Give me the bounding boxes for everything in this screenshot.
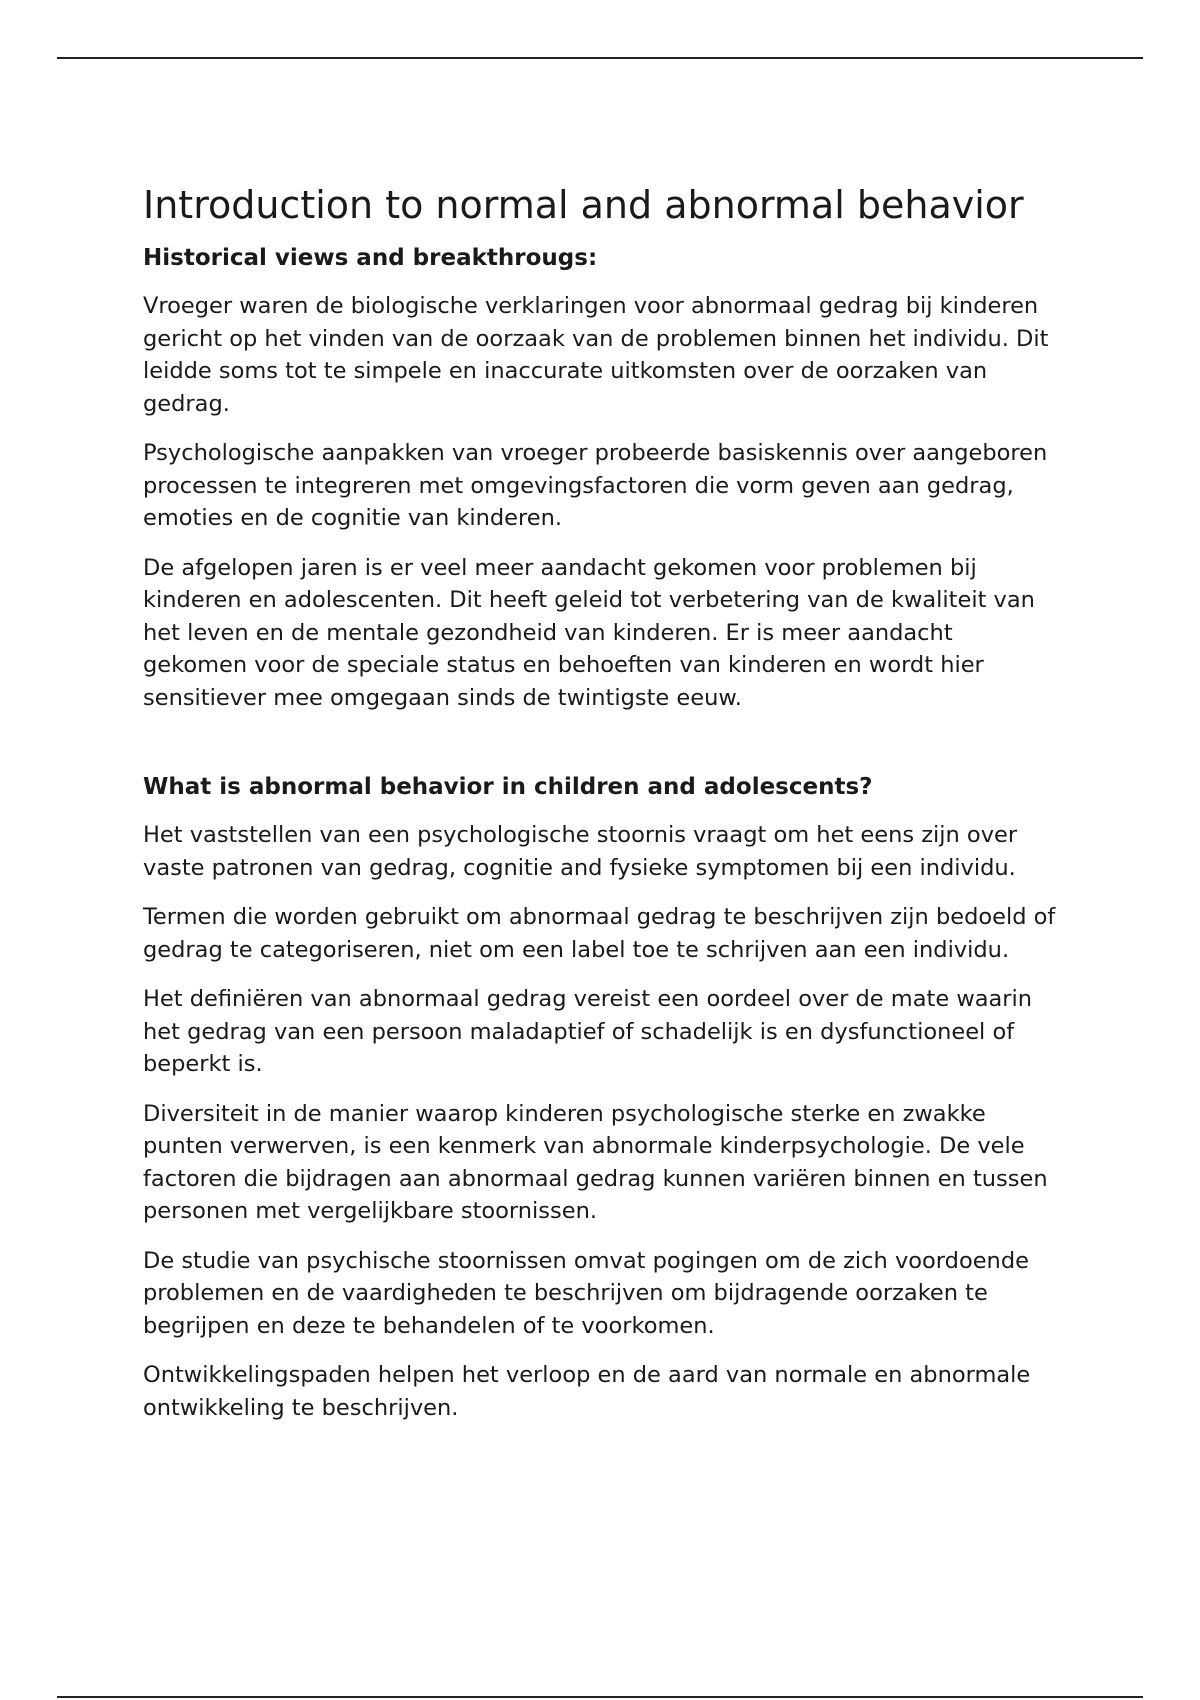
paragraph: Ontwikkelingspaden helpen het verloop en de aard van normale en abnormale ontwikkeling te beschrijven. [143,1362,1031,1421]
paragraph: Diversiteit in de manier waarop kinderen psychologische sterke en zwakke punten verwerven, is een kenmerk van abnormale kinderpsychologie. De vele factoren die bijdragen aan abnormaal gedrag kunnen variëren binnen en tussen personen met vergelijkbare stoornissen. [143,1100,1048,1224]
section-heading: What is abnormal behavior in children and adolescents? [143,774,873,800]
section-abnormal-behavior [143,772,1063,1424]
paragraph: Termen die worden gebruikt om abnormaal gedrag te beschrijven zijn bedoeld of gedrag te categoriseren, niet om een label toe te schrijven aan een individu. [143,904,1056,963]
paragraph: Het vaststellen van een psychologische stoornis vraagt om het eens zijn over vaste patronen van gedrag, cognitie and fysieke symptomen bij een individu. [143,822,1018,881]
paragraph: Het definiëren van abnormaal gedrag vereist een oordeel over de mate waarin het gedrag van een persoon maladaptief of schadelijk is en dysfunctioneel of beperkt is. [143,986,1033,1077]
paragraph: De studie van psychische stoornissen omvat pogingen om de zich voordoende problemen en de vaardigheden te beschrijven om bijdragende oorzaken te begrijpen en deze te behandelen of te voorkomen. [143,1247,1029,1339]
top-rule [57,57,1143,59]
page-title: Introduction to normal and abnormal behavior [143,183,1024,227]
paragraph: De afgelopen jaren is er veel meer aandacht gekomen voor problemen bij kinderen en adolescenten. Dit heeft geleid tot verbetering van de kwaliteit van het leven en de mentale gezondheid van kinderen. Er is meer aandacht gekomen voor de speciale status en behoeften van kinderen en wordt hier sensitiever mee omgegaan sinds de twintigste eeuw. [143,554,1035,711]
paragraph: Psychologische aanpakken van vroeger probeerde basiskennis over aangeboren processen te integreren met omgevingsfactoren die vorm geven aan gedrag, emoties en de cognitie van kinderen. [143,440,1048,531]
section-historical-views [143,243,1063,714]
bottom-rule [57,1696,1143,1698]
paragraph: Vroeger waren de biologische verklaringen voor abnormaal gedrag bij kinderen gericht op het vinden van de oorzaak van de problemen binnen het individu. Dit leidde soms tot te simpele en inaccurate uitkomsten over de oorzaken van gedrag. [143,293,1049,417]
document-body [143,178,1063,1441]
section-heading: Historical views and breakthrougs: [143,245,598,271]
